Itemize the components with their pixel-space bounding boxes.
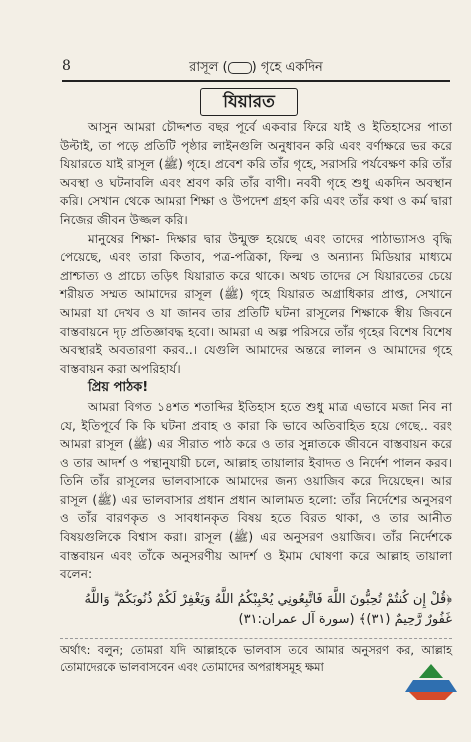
page-number: 8 [62,58,71,74]
page-header [62,58,450,82]
paragraph-1: আসুন আমরা চৌদ্দশত বছর পূর্বে একবার ফিরে যাই ও ইতিহাসের পাতা উল্টাই, তা পড়ে প্রতিটি পৃষ্ঠার লাইনগুলি অনুধাবন করি এবং বর্ণাক্ষরে ভর করে যিয়ারতে যাই রাসূল (ﷺ) গৃহে। প্রবেশ করি তাঁর গৃহে, সরাসরি পর্যবেক্ষণ করি তাঁর অবস্থা ও ঘটনাবলি এবং শ্রবণ করি তাঁর বাণী। নববী গৃহে শুধু একদিন অবস্থান করি। সেখান থেকে আমরা শিক্ষা ও উপদেশ গ্রহণ করি এবং তাঁর কথা ও কর্ম দ্বারা নিজের জীবন উজ্জল করি। [60,120,452,227]
body-text [60,118,452,676]
publisher-logo-icon [399,662,463,702]
paragraph-2: মানুষের শিক্ষা- দিক্ষার দ্বার উন্মুক্ত হয়েছে এবং তাদের পাঠাভ্যাসও বৃদ্ধি পেয়েছে, এবং তারা কিতাব, পত্র-পত্রিকা, ফিল্ম ও অন্যান্য মিডিয়ার মাধ্যমে প্রাশ্চাত্য ও প্রাচ্যে তড়িৎ যিয়ারাত করে থাকে। অথচ তাদের সে যিয়ারতের চেয়ে শরীয়ত সম্মত আমাদের রাসূল (ﷺ) গৃহে যিয়ারত অগ্রাধিকার প্রাপ্ত, সেখানে আমরা যা দেখব ও যা জানব তার প্রতিটি ঘটনা রাসূলের শিক্ষাকে স্বীয় জিবনে বাস্তবায়নে দৃঢ় প্রতিজ্ঞাবদ্ধ হবো। আমরা এ অল্প পরিসরে তাঁর গৃহের বিশেষ বিশেষ অবস্থারই অবতারণা করব..। যেগুলি আমাদের অন্তরে লালন ও আমাদের গৃহে বাস্তবায়ন করা অপরিহার্য। [60,231,452,376]
paragraph-3: আমরা বিগত ১৪শত শতাব্দির ইতিহাস হতে শুধু মাত্র এভাবে মজা নিব না যে, ইতিপূর্বে কি কি ঘটনা প্রবাহ ও কারা কি ভাবে অতিবাহিত হয়ে গেছে.. বরং আমরা রাসূল (ﷺ) এর সীরাত পাঠ করে ও তার সুন্নাতকে জীবনে বাস্তবায়ন করে ও তার আদর্শ ও পন্থানুযায়ী চলে, আল্লাহ তায়ালার ইবাদত ও নির্দেশ পালন করব। তিনি তাঁর রাসূলের ভালবাসাকে আমাদের জন্য ওয়াজিব করে দিয়েছেন। আর রাসূল (ﷺ) এর ভালবাসার প্রধান প্রধান আলামত হলো: তাঁর নির্দেশের অনুসরণ ও তাঁর বারণকৃত ও সাবধানকৃত বিষয় হতে বিরত থাকা, ও তার আনীত বিষয়গুলিকে বিশ্বাস করা। রাসূল (ﷺ) এর অনুসরণ ওয়াজিব। তাঁর নির্দেশকে বাস্তবায়ন এবং তাঁকে অনুসরণীয় আদর্শ ও ইমাম ঘোষণা করে আল্লাহ তায়ালা বলেন: [60,399,452,582]
section-title: যিয়ারত [200,88,298,116]
calligraphy-seal-icon [228,62,252,74]
translation: অর্থাৎ: বলুন; তোমরা যদি আল্লাহকে ভালবাস তবে আমার অনুসরণ কর, আল্লাহ তোমাদেরকে ভালবাসবেন এবং তোমাদের অপরাধসমূহ ক্ষমা [60,638,452,676]
running-title-right: গৃহে একদিন [260,60,323,75]
subheading: প্রিয় পাঠক! [88,380,149,396]
running-title-left: রাসূল [189,60,219,75]
arabic-verse: ﴿قُلْ إِن كُنتُمْ تُحِبُّونَ اللَّهَ فَاتَّبِعُونِي يُحْبِبْكُمُ اللَّهُ وَيَغْفِرْ لَكُمْ ذُنُوبَكُمْ ۗ وَاللَّهُ غَفُورٌ رَّحِيمٌ (٣١)﴾ (سورة آل عمران:٣١) [84,591,452,627]
running-title: রাসূল ( ) গৃহে একদিন [189,60,323,75]
